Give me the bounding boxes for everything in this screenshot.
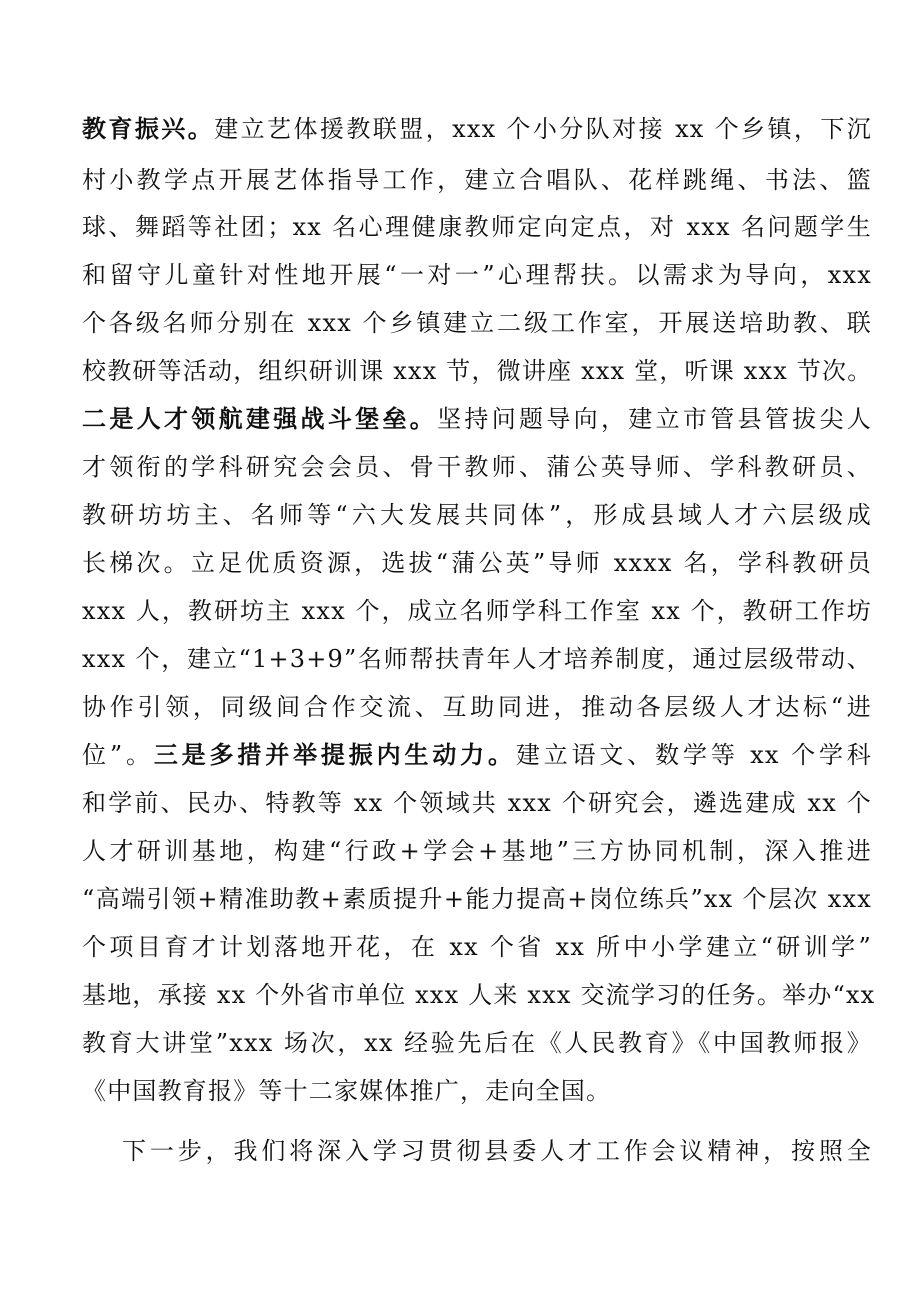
- text-line: [82, 1020, 872, 1066]
- text-run: 校教研等活动，组织研训课 xxx 节，微讲座 xxx 堂，听课 xxx 节次。: [82, 357, 873, 385]
- text-line: [82, 972, 876, 1018]
- bold-heading: 二是人才领航建强战斗堡垒。: [82, 405, 438, 433]
- text-run: “高端引领+精准助教+素质提升+能力提高+岗位练兵”xx 个层次 xxx: [82, 885, 872, 913]
- text-line: [82, 444, 872, 490]
- text-line: [82, 1068, 872, 1114]
- text-line: [82, 204, 872, 250]
- text-line: [82, 106, 872, 152]
- text-run: 村小教学点开展艺体指导工作，建立合唱队、花样跳绳、书法、篮: [82, 166, 872, 194]
- text-line: [82, 780, 872, 826]
- text-run: xxx 人，教研坊主 xxx 个，成立名师学科工作室 xx 个，教研工作坊: [82, 597, 872, 625]
- text-line: [82, 492, 872, 538]
- text-run: 《中国教育报》等十二家媒体推广，走向全国。: [82, 1077, 612, 1105]
- text-line: [82, 924, 872, 970]
- text-line: [82, 540, 872, 586]
- text-line: [82, 732, 872, 778]
- text-line: [82, 157, 872, 203]
- text-line: [82, 300, 872, 346]
- paragraph-first-line: [122, 1128, 872, 1174]
- text-run: 基地，承接 xx 个外省市单位 xxx 人来 xxx 交流学习的任务。举办“xx: [82, 981, 876, 1009]
- text-line: [82, 684, 872, 730]
- text-run: 长梯次。立足优质资源，选拔“蒲公英”导师 xxxx 名，学科教研员: [82, 549, 872, 577]
- text-line: [82, 252, 872, 298]
- bold-heading: 教育振兴。: [82, 115, 215, 143]
- text-run: 下一步，我们将深入学习贯彻县委人才工作会议精神，按照全: [122, 1137, 872, 1165]
- text-run: 人才研训基地，构建“行政+学会+基地”三方协同机制，深入推进: [82, 837, 872, 865]
- text-line: [82, 396, 872, 442]
- text-run: 球、舞蹈等社团；xx 名心理健康教师定向定点，对 xxx 名问题学生: [82, 213, 872, 241]
- text-line: [82, 876, 872, 922]
- text-line: [82, 636, 872, 682]
- bold-heading: 三是多措并举提振内生动力。: [153, 741, 516, 769]
- text-run: 个项目育才计划落地开花，在 xx 个省 xx 所中小学建立“研训学”: [82, 933, 872, 961]
- text-run: 协作引领，同级间合作交流、互助同进，推动各层级人才达标“进: [82, 693, 872, 721]
- text-line: [82, 828, 872, 874]
- text-run: 和留守儿童针对性地开展“一对一”心理帮扶。以需求为导向，xxx: [82, 261, 872, 289]
- text-run: 和学前、民办、特教等 xx 个领域共 xxx 个研究会，遴选建成 xx 个: [82, 789, 872, 817]
- text-line: [82, 348, 872, 394]
- text-run: 位”。: [82, 741, 154, 769]
- text-run: 教育大讲堂”xxx 场次，xx 经验先后在《人民教育》《中国教师报》: [82, 1029, 872, 1057]
- text-run: 建立艺体援教联盟，xxx 个小分队对接 xx 个乡镇，下沉: [214, 115, 872, 143]
- text-run: 教研坊坊主、名师等“六大发展共同体”，形成县域人才六层级成: [82, 501, 872, 529]
- text-run: 个各级名师分别在 xxx 个乡镇建立二级工作室，开展送培助教、联: [82, 309, 872, 337]
- text-run: xxx 个，建立“1+3+9”名师帮扶青年人才培养制度，通过层级带动、: [82, 645, 872, 673]
- text-run: 建立语文、数学等 xx 个学科: [515, 741, 872, 769]
- text-run: 才领衔的学科研究会会员、骨干教师、蒲公英导师、学科教研员、: [82, 453, 872, 481]
- text-line: [82, 588, 872, 634]
- text-run: 坚持问题导向，建立市管县管拔尖人: [437, 405, 873, 433]
